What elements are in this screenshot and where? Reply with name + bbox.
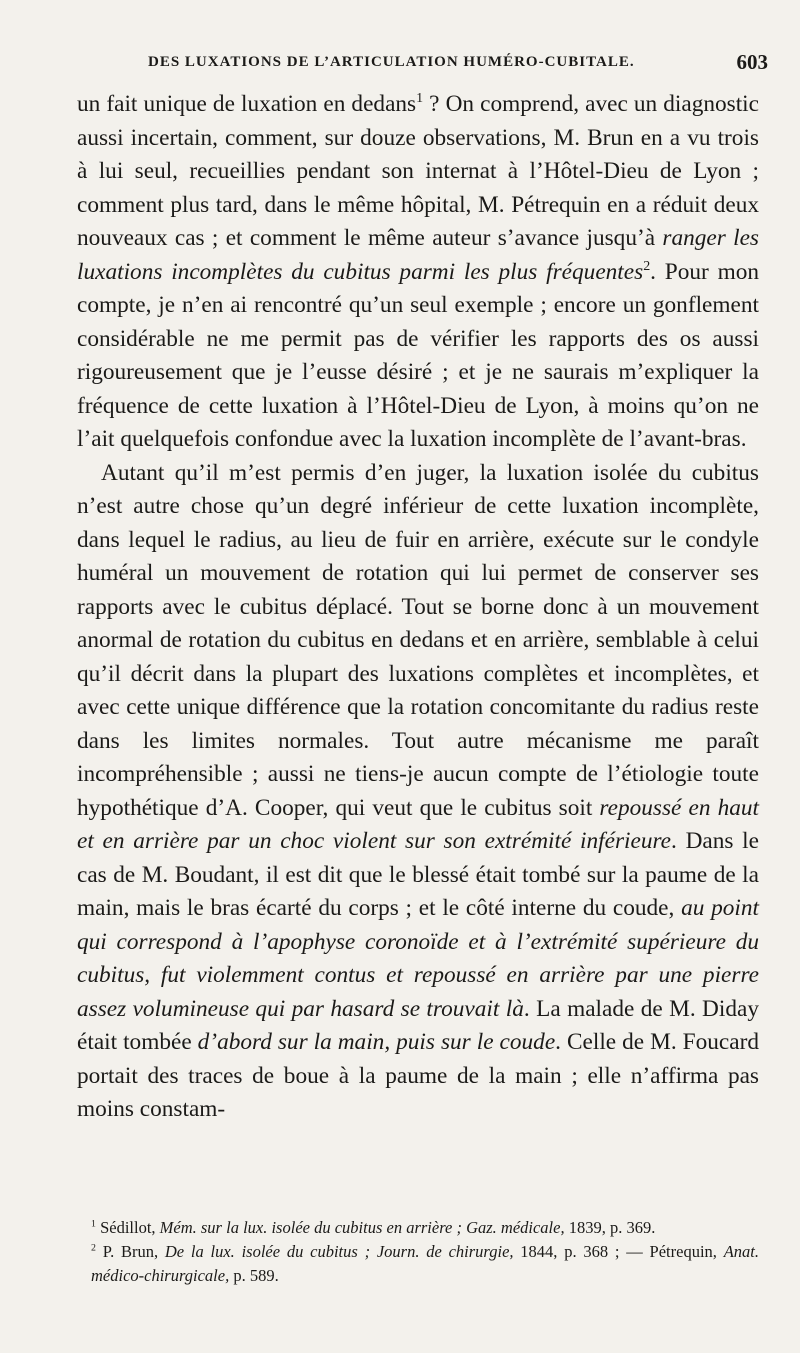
footnote-1-mark: 1 bbox=[91, 1218, 96, 1230]
footnotes bbox=[77, 1216, 759, 1288]
footnote-2-author: P. Brun, bbox=[95, 1242, 165, 1261]
paragraph-2-text-a: Autant qu’il m’est permis d’en juger, la luxation isolée du cubitus n’est autre chose qu’un degré inférieur de cette luxation incomplète, dans lequel le radius, au lieu de fuir en arrière, exécute sur le condyle huméral un mouvement de rotation qui lui permet de conserver ses rapports avec le cubitus déplacé. Tout se borne donc à un mouvement anormal de rotation du cubitus en dedans et en arrière, semblable à celui qu’il décrit dans la plupart des luxations complètes et incomplètes, et avec cette unique différence que la rotation concomitante du radius reste dans les limites normales. Tout autre mécanisme me paraît incompréhensible ; aussi ne tiens-je aucun compte de l’étiologie toute hypothétique d’A. Cooper, qui veut que le cubitus soit bbox=[77, 459, 759, 821]
body-text bbox=[77, 88, 759, 1127]
running-title: DES LUXATIONS DE L’ARTICULATION HUMÉRO-CUBITALE. bbox=[148, 54, 635, 70]
footnote-2-mark: 2 bbox=[91, 1242, 96, 1254]
footnote-1-ref: 1839, p. 369. bbox=[564, 1218, 656, 1237]
paragraph-2 bbox=[77, 457, 759, 1127]
paragraph-2-text-c: . La malade de M. Diday était tombée bbox=[77, 995, 759, 1055]
paragraph-2-text-d: . Celle de M. Foucard portait des traces de boue à la paume de la main ; elle n’affirma pas moins constam- bbox=[77, 1029, 759, 1122]
paragraph-2-quote-c: d’abord sur la main, puis sur le coude bbox=[197, 1029, 556, 1055]
paragraph-2-quote-a: repoussé en haut et en arrière par un choc violent sur son extrémité inférieure bbox=[77, 794, 760, 854]
page-number: 603 bbox=[736, 50, 768, 74]
footnote-2-ref-b: p. 589. bbox=[229, 1266, 279, 1285]
footnote-1-author: Sédillot, bbox=[95, 1218, 160, 1237]
footnote-1-source: Mém. sur la lux. isolée du cubitus en arrière ; Gaz. médicale, bbox=[159, 1218, 565, 1237]
footnote-2-source-b: Anat. médico-chirurgicale, bbox=[91, 1242, 759, 1285]
footnote-2 bbox=[77, 1240, 759, 1288]
paragraph-1-text-c: . Pour mon compte, je n’en ai rencontré qu’un seul exemple ; encore un gonflement considérable ne me permit pas de vérifier les rapports des os aussi rigoureusement que je l’eusse désiré ; et je ne saurais m’expliquer la fréquence de cette luxation à l’Hôtel-Dieu de Lyon, à moins qu’on ne l’ait quelquefois confondue avec la luxation incomplète de l’avant-bras. bbox=[77, 258, 759, 452]
page-header bbox=[148, 50, 768, 80]
footnote-ref-1: 1 bbox=[416, 91, 424, 107]
paragraph-1-quote: ranger les luxations incomplètes du cubitus parmi les plus fréquentes bbox=[77, 225, 759, 285]
footnote-2-source-a: De la lux. isolée du cubitus ; Journ. de chirurgie, bbox=[164, 1242, 514, 1261]
footnote-2-ref-a: 1844, p. 368 ; — Pétrequin, bbox=[513, 1242, 724, 1261]
paragraph-1 bbox=[77, 88, 759, 457]
footnote-1 bbox=[77, 1216, 759, 1240]
paragraph-1-text-b: ? On comprend, avec un diagnostic aussi incertain, comment, sur douze observations, M. Brun en a vu trois à lui seul, recueillies pendant son internat à l’Hôtel-Dieu de Lyon ; comment plus tard, dans le même hôpital, M. Pétrequin en a réduit deux nouveaux cas ; et comment le même auteur s’avance jusqu’à bbox=[77, 91, 759, 251]
paragraph-2-quote-b: au point qui correspond à l’apophyse coronoïde et à l’extrémité supérieure du cubitus, fut violemment contus et repoussé en arrière par une pierre assez volumineuse qui par hasard se trouvait là bbox=[77, 895, 760, 1022]
paragraph-2-text-b: . Dans le cas de M. Boudant, il est dit que le blessé était tombé sur la paume de la main, mais le bras écarté du corps ; et le côté interne du coude, bbox=[77, 828, 759, 921]
footnote-ref-2: 2 bbox=[643, 258, 651, 274]
paragraph-1-text-a: un fait unique de luxation en dedans bbox=[77, 91, 417, 117]
